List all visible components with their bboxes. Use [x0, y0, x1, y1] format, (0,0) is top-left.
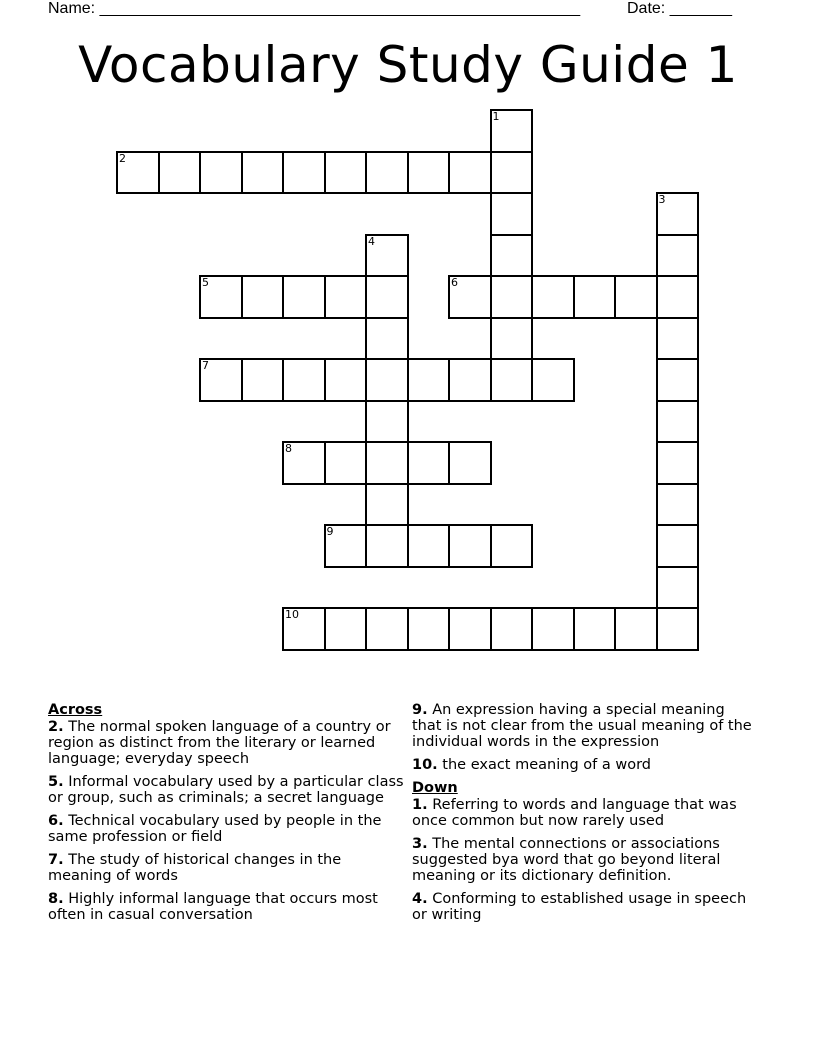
clues-column-left: [48, 702, 408, 930]
crossword-cell[interactable]: [490, 607, 534, 651]
crossword-cell[interactable]: [656, 524, 700, 568]
crossword-cell[interactable]: [531, 607, 575, 651]
crossword-cell[interactable]: [531, 358, 575, 402]
cell-number: 1: [492, 110, 500, 123]
crossword-cell[interactable]: [324, 358, 368, 402]
clue-text: The normal spoken language of a country or region as distinct from the literary or learned language; everyday speech: [48, 719, 391, 767]
crossword-cell[interactable]: [365, 151, 409, 195]
page-title: Vocabulary Study Guide 1: [78, 36, 738, 94]
cell-number: 7: [202, 359, 209, 372]
crossword-cell[interactable]: [573, 607, 617, 651]
crossword-cell[interactable]: [448, 524, 492, 568]
name-field-label: Name: ______________________________________________________: [48, 0, 581, 17]
crossword-cell[interactable]: [241, 275, 285, 319]
crossword-cell[interactable]: [656, 441, 700, 485]
crossword-cell[interactable]: [656, 192, 700, 236]
crossword-cell[interactable]: [365, 483, 409, 527]
crossword-cell[interactable]: [282, 275, 326, 319]
crossword-cell[interactable]: [656, 400, 700, 444]
crossword-cell[interactable]: [324, 151, 368, 195]
crossword-cell[interactable]: [365, 400, 409, 444]
crossword-cell[interactable]: [656, 317, 700, 361]
crossword-cell[interactable]: [490, 192, 534, 236]
crossword-cell[interactable]: [490, 358, 534, 402]
clue-number: 5.: [48, 774, 64, 790]
crossword-cell[interactable]: [490, 234, 534, 278]
crossword-cell[interactable]: [282, 358, 326, 402]
crossword-cell[interactable]: [407, 151, 451, 195]
clue-text: Informal vocabulary used by a particular class or group, such as criminals; a secret language: [48, 774, 404, 806]
crossword-cell[interactable]: [365, 275, 409, 319]
crossword-cell[interactable]: [241, 151, 285, 195]
crossword-cell[interactable]: [199, 275, 243, 319]
date-field-label: Date: _______: [627, 0, 732, 17]
clue-number: 4.: [412, 891, 428, 907]
clue-number: 9.: [412, 702, 428, 718]
crossword-cell[interactable]: [614, 275, 658, 319]
crossword-cell[interactable]: [282, 441, 326, 485]
clue-text: Conforming to established usage in speech or writing: [412, 891, 747, 923]
crossword-cell[interactable]: [407, 441, 451, 485]
cell-number: 4: [368, 234, 375, 248]
clues-column-right: [412, 702, 757, 930]
crossword-cell[interactable]: [448, 441, 492, 485]
crossword-cell[interactable]: [282, 151, 326, 195]
cell-number: 6: [451, 276, 458, 289]
crossword-cell[interactable]: [448, 151, 492, 195]
clue-text: The study of historical changes in the meaning of words: [48, 852, 342, 884]
clue-across-2: [48, 719, 408, 767]
clue-down-1: [412, 797, 757, 829]
clue-text: An expression having a special meaning that is not clear from the usual meaning of the individual words in the expression: [412, 702, 752, 750]
cell-number: 3: [658, 193, 666, 206]
crossword-cell[interactable]: [365, 607, 409, 651]
crossword-cell[interactable]: [116, 151, 160, 195]
crossword-cell[interactable]: [656, 275, 700, 319]
crossword-cell[interactable]: [614, 607, 658, 651]
crossword-cell[interactable]: [656, 234, 700, 278]
crossword-cell[interactable]: [324, 524, 368, 568]
crossword-cell[interactable]: [656, 566, 700, 610]
crossword-cell[interactable]: [490, 151, 534, 195]
crossword-cell[interactable]: [490, 524, 534, 568]
crossword-cell[interactable]: [199, 151, 243, 195]
crossword-cell[interactable]: [407, 358, 451, 402]
crossword-cell[interactable]: [448, 275, 492, 319]
clue-across-8: [48, 891, 408, 923]
clue-down-4: [412, 891, 757, 923]
down-heading: Down: [412, 780, 458, 796]
crossword-cell[interactable]: [324, 607, 368, 651]
crossword-cell[interactable]: [282, 607, 326, 651]
crossword-cell[interactable]: [656, 483, 700, 527]
crossword-cell[interactable]: [158, 151, 202, 195]
clue-text: Technical vocabulary used by people in the same profession or field: [48, 813, 382, 845]
cell-number: 5: [202, 276, 209, 289]
clue-down-3: [412, 836, 757, 884]
clue-text: The mental connections or associations suggested bya word that go beyond literal meaning or its dictionary definition.: [412, 836, 721, 884]
clue-number: 2.: [48, 719, 64, 735]
clue-across-6: [48, 813, 408, 845]
clue-number: 1.: [412, 797, 428, 813]
crossword-cell[interactable]: [365, 524, 409, 568]
crossword-cell[interactable]: [324, 441, 368, 485]
cell-number: 10: [285, 608, 299, 621]
crossword-cell[interactable]: [365, 317, 409, 361]
crossword-cell[interactable]: [365, 234, 409, 278]
crossword-cell[interactable]: [199, 358, 243, 402]
crossword-cell[interactable]: [531, 275, 575, 319]
clue-number: 3.: [412, 836, 428, 852]
clue-number: 7.: [48, 852, 64, 868]
clue-number: 10.: [412, 757, 438, 773]
clue-across-5: [48, 774, 408, 806]
cell-number: 9: [326, 525, 334, 538]
crossword-cell[interactable]: [656, 607, 700, 651]
across-heading: Across: [48, 702, 103, 718]
crossword-cell[interactable]: [573, 275, 617, 319]
cell-number: 2: [119, 151, 126, 165]
clue-text: Highly informal language that occurs most often in casual conversation: [48, 891, 378, 923]
crossword-cell[interactable]: [448, 358, 492, 402]
clue-number: 6.: [48, 813, 64, 829]
crossword-cell[interactable]: [324, 275, 368, 319]
crossword-cell[interactable]: [365, 441, 409, 485]
clue-number: 8.: [48, 891, 64, 907]
crossword-cell[interactable]: [656, 358, 700, 402]
crossword-cell[interactable]: [490, 275, 534, 319]
crossword-cell[interactable]: [448, 607, 492, 651]
cell-number: 8: [285, 442, 292, 455]
crossword-cell[interactable]: [490, 109, 534, 153]
crossword-cell[interactable]: [407, 524, 451, 568]
clue-text: Referring to words and language that was once common but now rarely used: [412, 797, 737, 829]
crossword-cell[interactable]: [241, 358, 285, 402]
crossword-cell[interactable]: [365, 358, 409, 402]
clue-across-9: [412, 702, 757, 750]
clue-text: the exact meaning of a word: [437, 757, 651, 773]
crossword-cell[interactable]: [490, 317, 534, 361]
clue-across-10: [412, 757, 757, 773]
crossword-cell[interactable]: [407, 607, 451, 651]
clue-across-7: [48, 852, 408, 884]
